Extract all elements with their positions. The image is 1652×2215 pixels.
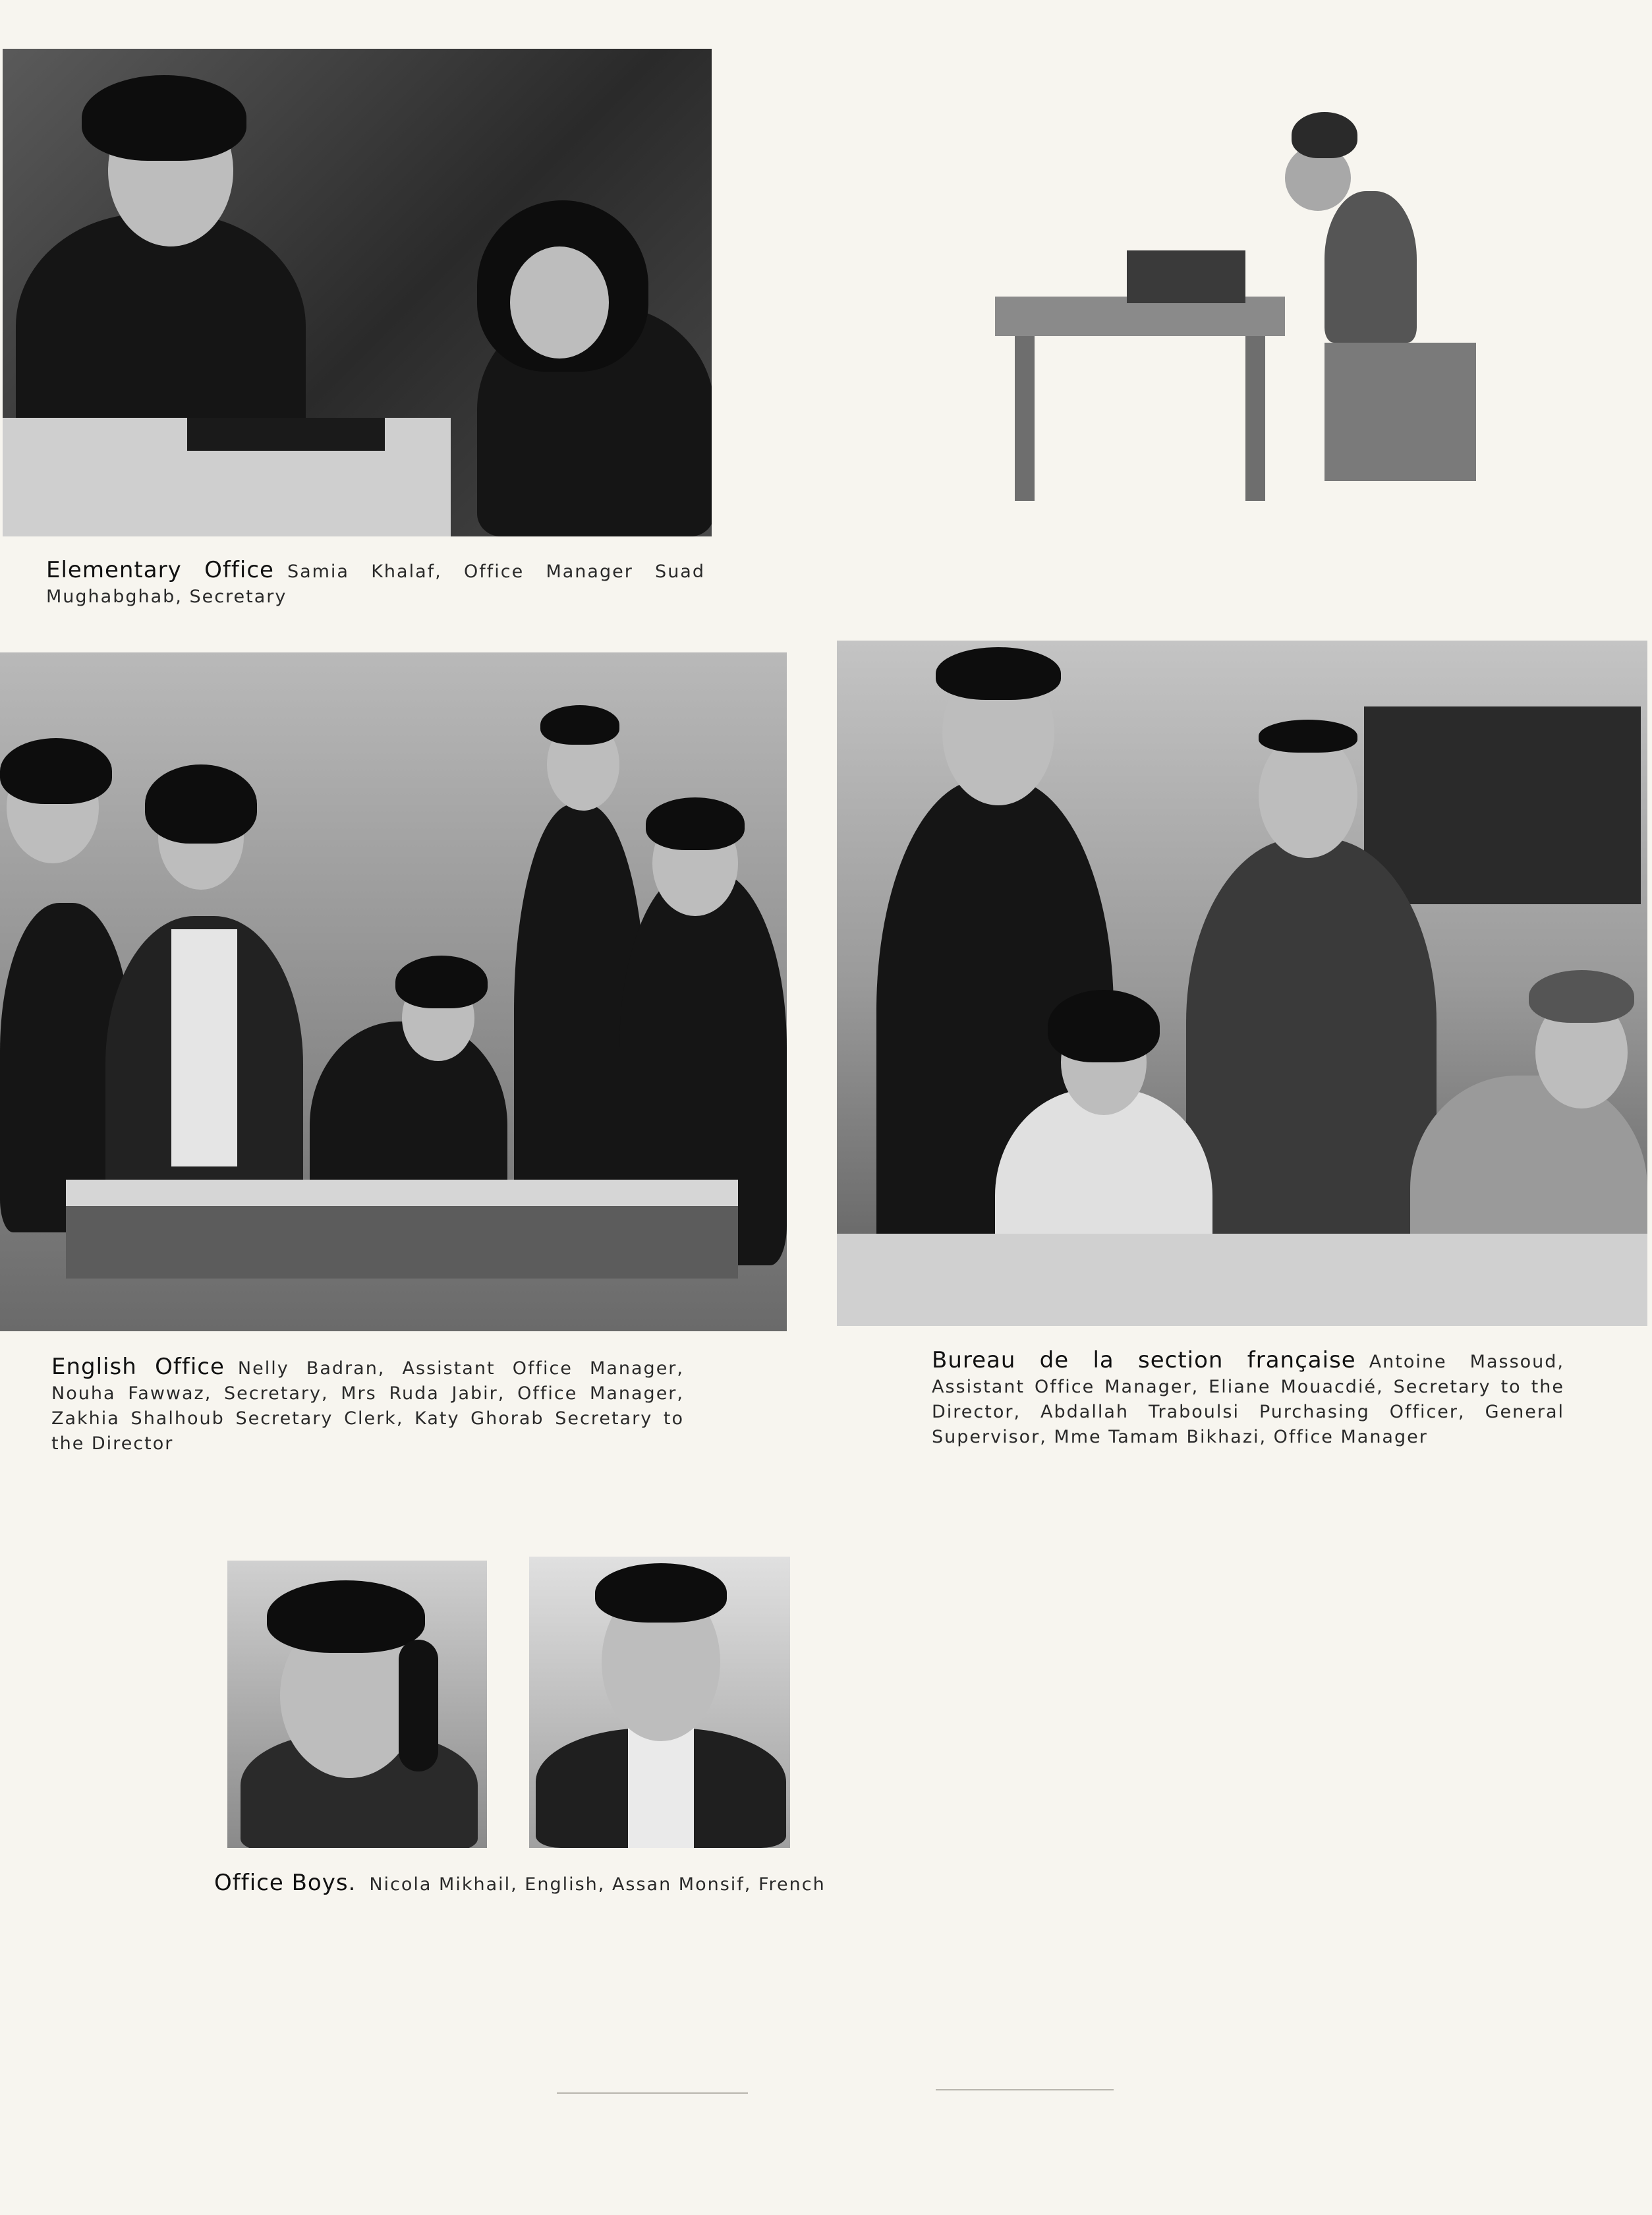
french-office-photo xyxy=(837,641,1647,1326)
office-boys-names: Nicola Mikhail, English, Assan Monsif, French xyxy=(369,1874,826,1895)
french-office-heading: Bureau de la section française xyxy=(932,1347,1356,1373)
elementary-office-photo xyxy=(3,49,712,536)
elementary-office-heading: Elementary Office xyxy=(46,557,274,583)
french-office-names: Antoine Massoud, Assistant Office Manager, Eliane Mouacdié, Secretary to the Director, Abdallah Traboulsi Purchasing Officer, General Supervisor, Mme Tamam Bikhazi, Office Manager xyxy=(932,1352,1564,1447)
elementary-office-caption xyxy=(46,558,705,610)
office-boy-english-photo xyxy=(227,1561,487,1848)
english-office-caption xyxy=(51,1354,684,1456)
elementary-office-names: Samia Khalaf, Office Manager Suad Mughabghab, Secretary xyxy=(46,561,705,607)
office-boy-french-photo xyxy=(529,1557,790,1848)
bottom-rule-left xyxy=(557,2092,748,2094)
bottom-rule-right xyxy=(936,2089,1114,2090)
english-office-photo xyxy=(0,652,787,1331)
office-boys-heading: Office Boys. xyxy=(214,1870,356,1896)
french-office-caption xyxy=(932,1348,1564,1450)
english-office-names: Nelly Badran, Assistant Office Manager, Nouha Fawwaz, Secretary, Mrs Ruda Jabir, Office Manager, Zakhia Shalhoub Secretary Clerk, Katy Ghorab Secretary to the Director xyxy=(51,1358,684,1454)
office-boys-caption xyxy=(214,1870,873,1897)
child-typewriter-photo xyxy=(995,99,1483,507)
english-office-heading: English Office xyxy=(51,1354,225,1380)
